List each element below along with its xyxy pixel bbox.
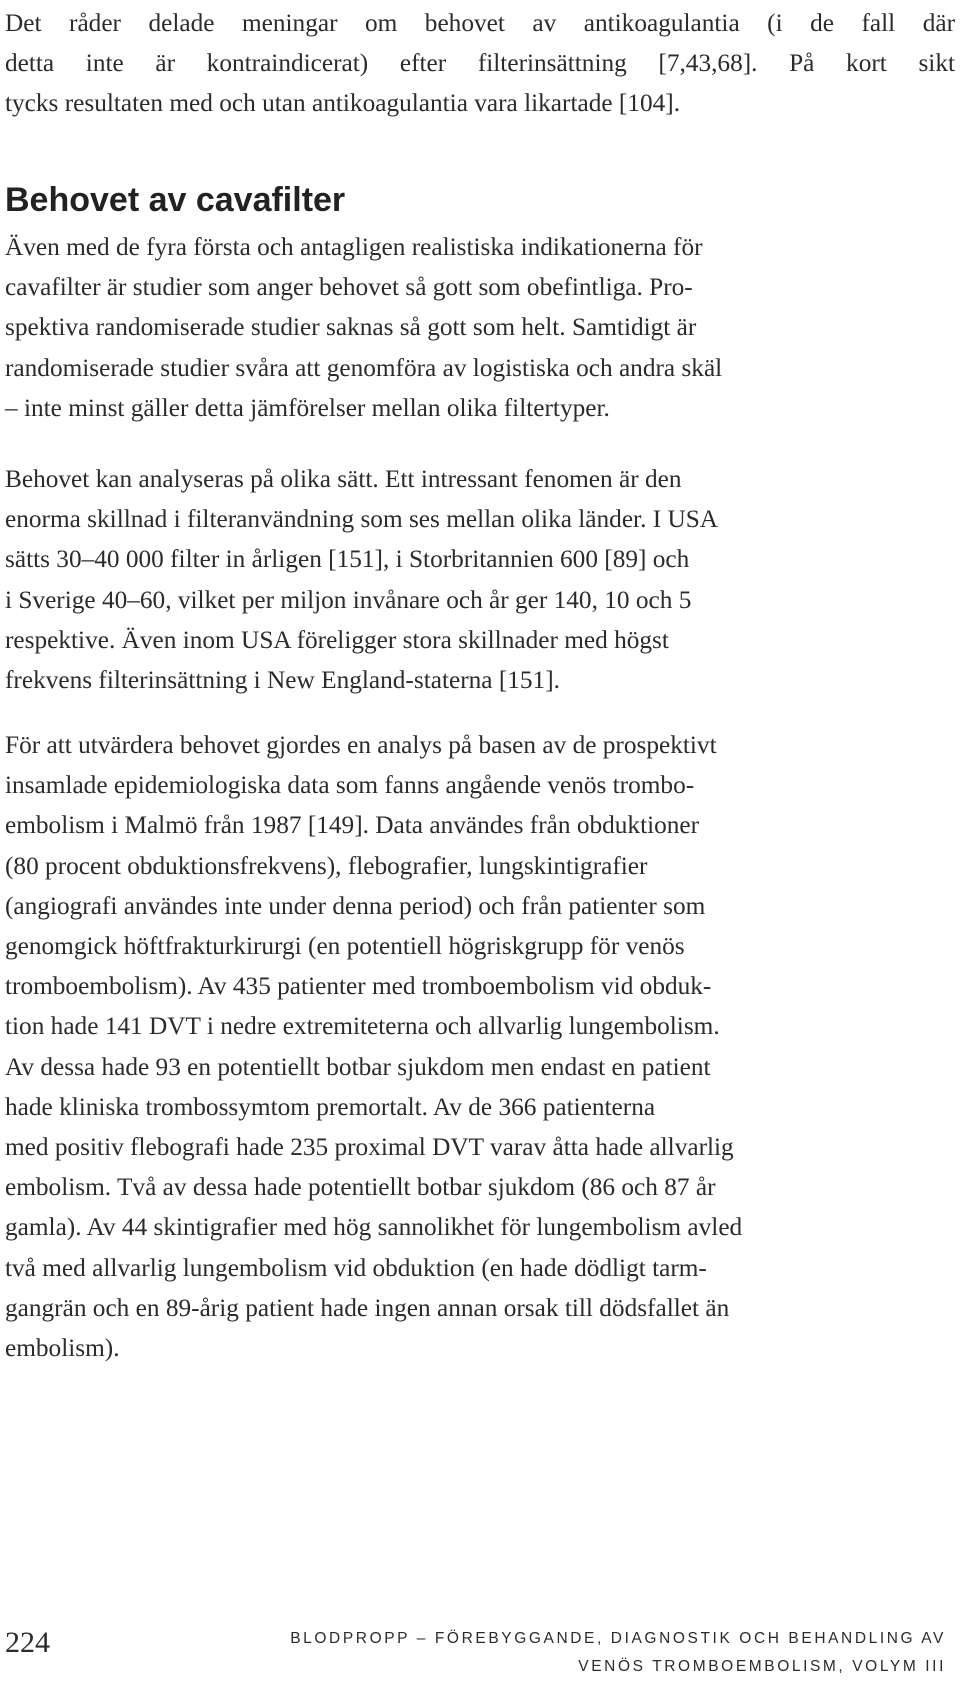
running-title-line: BLODPROPP – FÖREBYGGANDE, DIAGNOSTIK OCH BEHANDLING AV [290,1630,946,1647]
text-line: tycks resultaten med och utan antikoagulantia vara likartade [104]. [5,89,681,118]
text-line: respektive. Även inom USA föreligger stora skillnader med högst [5,625,669,654]
running-title-line: VENÖS TROMBOEMBOLISM, VOLYM III [578,1658,946,1675]
text-line: Av dessa hade 93 en potentiellt botbar sjukdom men endast en patient [5,1052,711,1081]
text-line: embolism. Två av dessa hade potentiellt botbar sjukdom (86 och 87 år [5,1173,716,1202]
text-line: gamla). Av 44 skintigrafier med hög sannolikhet för lungembolism avled [5,1213,743,1242]
text-line: två med allvarlig lungembolism vid obduktion (en hade dödligt tarm- [5,1253,707,1282]
text-line: embolism i Malmö från 1987 [149]. Data användes från obduktioner [5,811,700,840]
text-line: tion hade 141 DVT i nedre extremiteterna och allvarlig lungembolism. [5,1012,720,1041]
section-paragraph-3 [5,725,955,1368]
text-line: i Sverige 40–60, vilket per miljon invånare och år ger 140, 10 och 5 [5,585,692,614]
text-line: spektiva randomiserade studier saknas så gott som helt. Samtidigt är [5,313,697,342]
text-line: tromboembolism). Av 435 patienter med tromboembolism vid obduk- [5,972,712,1001]
text-line: genomgick höftfrakturkirurgi (en potentiell högriskgrupp för venös [5,932,685,961]
text-line: med positiv flebografi hade 235 proximal DVT varav åtta hade allvarlig [5,1133,734,1162]
section-paragraph-2 [5,459,955,700]
section-paragraph-1 [5,227,955,428]
text-line: gangrän och en 89-årig patient hade ingen annan orsak till dödsfallet än [5,1293,730,1322]
text-line: insamlade epidemiologiska data som fanns angående venös trombo- [5,771,695,800]
text-line: (angiografi användes inte under denna period) och från patienter som [5,891,706,920]
text-line: hade kliniska trombossymtom premortalt. Av de 366 patienterna [5,1092,656,1121]
text-line: enorma skillnad i filteranvändning som ses mellan olika länder. I USA [5,505,719,534]
text-line: randomiserade studier svåra att genomföra av logistiska och andra skäl [5,353,723,382]
text-line: Det råder delade meningar om behovet av antikoagulantia (i de fall där [5,9,955,37]
section-heading: Behovet av cavafilter [5,181,346,219]
text-line: – inte minst gäller detta jämförelser mellan olika filtertyper. [5,393,610,422]
text-line: embolism). [5,1334,120,1363]
text-line: Behovet kan analyseras på olika sätt. Ett intressant fenomen är den [5,465,682,493]
text-line: (80 procent obduktionsfrekvens), flebografier, lungskintigrafier [5,851,648,880]
text-line: frekvens filterinsättning i New England-staterna [151]. [5,666,560,695]
page-number: 224 [5,1626,50,1659]
text-line: detta inte är kontraindicerat) efter filterinsättning [7,43,68]. På kort sikt [5,49,955,78]
text-line: sätts 30–40 000 filter in årligen [151], i Storbritannien 600 [89] och [5,545,690,574]
text-line: Även med de fyra första och antagligen realistiska indikationerna för [5,233,703,261]
intro-paragraph [5,3,955,124]
text-line: För att utvärdera behovet gjordes en analys på basen av de prospektivt [5,731,717,759]
text-line: cavafilter är studier som anger behovet så gott som obefintliga. Pro- [5,273,693,302]
running-footer [290,1625,946,1681]
